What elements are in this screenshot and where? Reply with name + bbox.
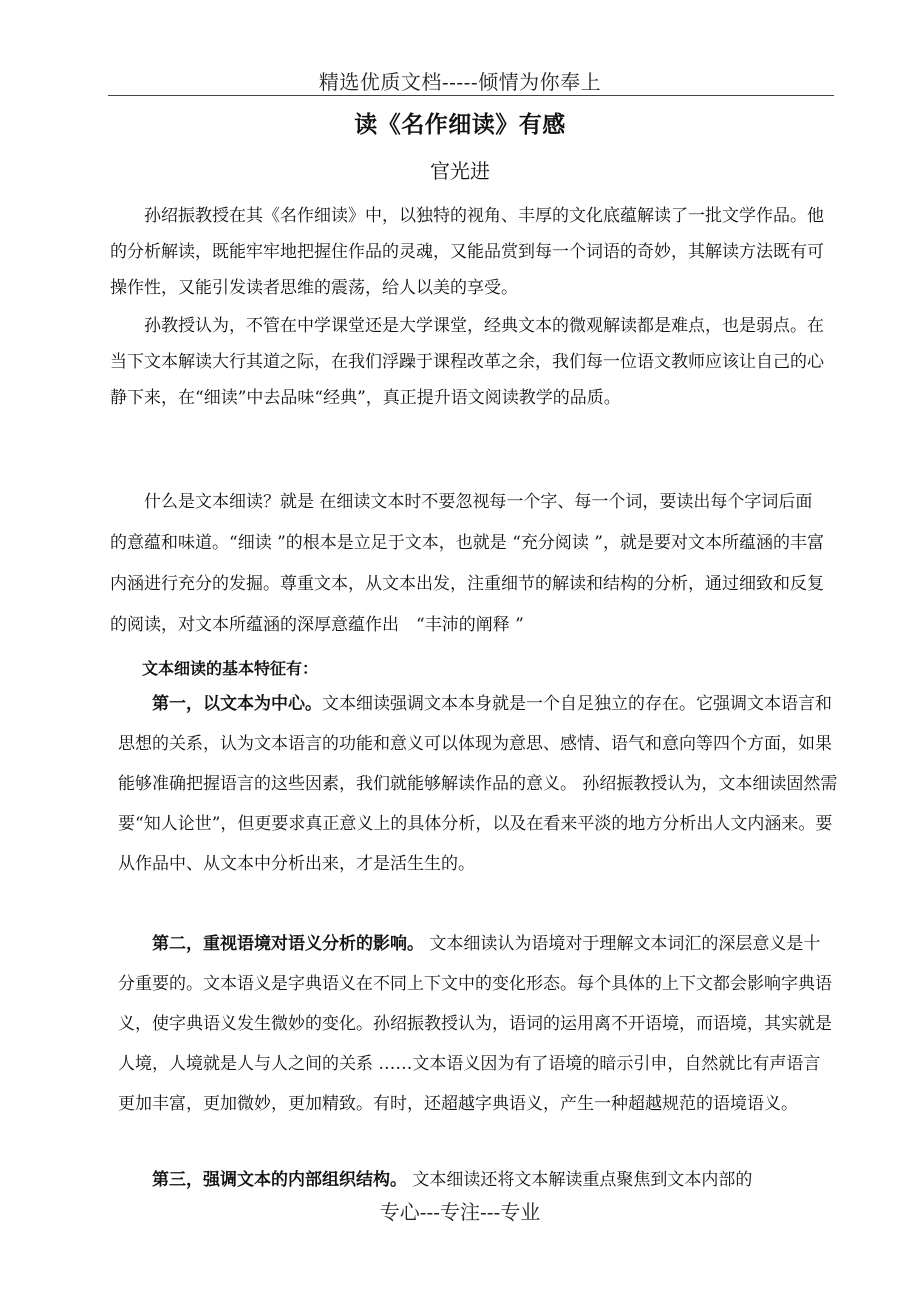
feature-3-block xyxy=(118,1162,834,1198)
feature-3-body: 文本细读还将文本解读重点聚焦到文本内部的 xyxy=(407,1170,753,1190)
page-header: 精选优质文档-----倾情为你奉上 xyxy=(318,70,602,94)
feature-2-body: 文本细读认为语境对于理解文本词汇的深层意义是十分重要的。文本语义是字典语义在不同上下文中的变化形态。每个具体的上下文都会影响字典语义，使字典语义发生微妙的变化。孙绍振教授认为，语词的运用离不开语境，而语境，其实就是人境，人境就是人与人之间的关系 ……文本语义因为有了语境的暗示引申，自然就比有声语言更加丰富，更加微妙，更加精致。有时，还超越字典语义，产生一种超越规范的语境语义。 xyxy=(118,934,832,1114)
paragraph-2: 孙教授认为，不管在中学课堂还是大学课堂，经典文本的微观解读都是难点，也是弱点。在当下文本解读大行其道之际，在我们浮躁于课程改革之余，我们每一位语文教师应该让自己的心静下来，在“细读”中去品味“经典”，真正提升语文阅读教学的品质。 xyxy=(110,316,824,408)
page-footer: 专心---专注---专业 xyxy=(379,1200,541,1224)
paragraph-3: 什么是文本细读？就是 在细读文本时不要忽视每一个字、每一个词，要读出每个字词后面的意蕴和味道。“细读 ”的根本是立足于文本，也就是 “充分阅读 ”，就是要对文本所蕴涵的丰富内涵进行充分的发掘。尊重文本，从文本出发，注重细节的解读和结构的分析，通过细致和反复的阅读，对文本所蕴涵的深厚意蕴作出 “丰沛的阐释 ” xyxy=(110,492,824,635)
feature-3-lead: 第三，强调文本的内部组织结构。 xyxy=(152,1170,407,1190)
header-divider xyxy=(108,95,834,96)
author-name: 官光进 xyxy=(430,159,490,183)
feature-1 xyxy=(118,684,838,884)
feature-1-lead: 第一，以文本为中心。 xyxy=(152,694,322,714)
feature-2-block xyxy=(118,924,834,1124)
paragraph-1: 孙绍振教授在其《名作细读》中，以独特的视角、丰厚的文化底蕴解读了一批文学作品。他的分析解读，既能牢牢地把握住作品的灵魂，又能品赏到每一个词语的奇妙，其解读方法既有可操作性，又能引发读者思维的震荡，给人以美的享受。 xyxy=(110,206,824,298)
feature-1-body: 文本细读强调文本本身就是一个自足独立的存在。它强调文本语言和思想的关系，认为文本语言的功能和意义可以体现为意思、感情、语气和意向等四个方面，如果能够准确把握语言的这些因素，我们就能够解读作品的意义。 孙绍振教授认为，文本细读固然需要“知人论世”，但更要求真正意义上的具体分析，以及在看来平淡的地方分析出人文内涵来。要从作品中、从文本中分析出来，才是活生生的。 xyxy=(118,694,838,874)
intro-block xyxy=(110,198,830,416)
document-title: 读《名作细读》有感 xyxy=(354,112,566,138)
definition-block xyxy=(110,482,824,689)
features-heading: 文本细读的基本特征有： xyxy=(142,659,319,678)
feature-2 xyxy=(118,924,834,1124)
feature-1-block xyxy=(118,684,838,884)
feature-2-lead: 第二，重视语境对语义分析的影响。 xyxy=(152,934,424,954)
feature-3 xyxy=(118,1162,834,1198)
